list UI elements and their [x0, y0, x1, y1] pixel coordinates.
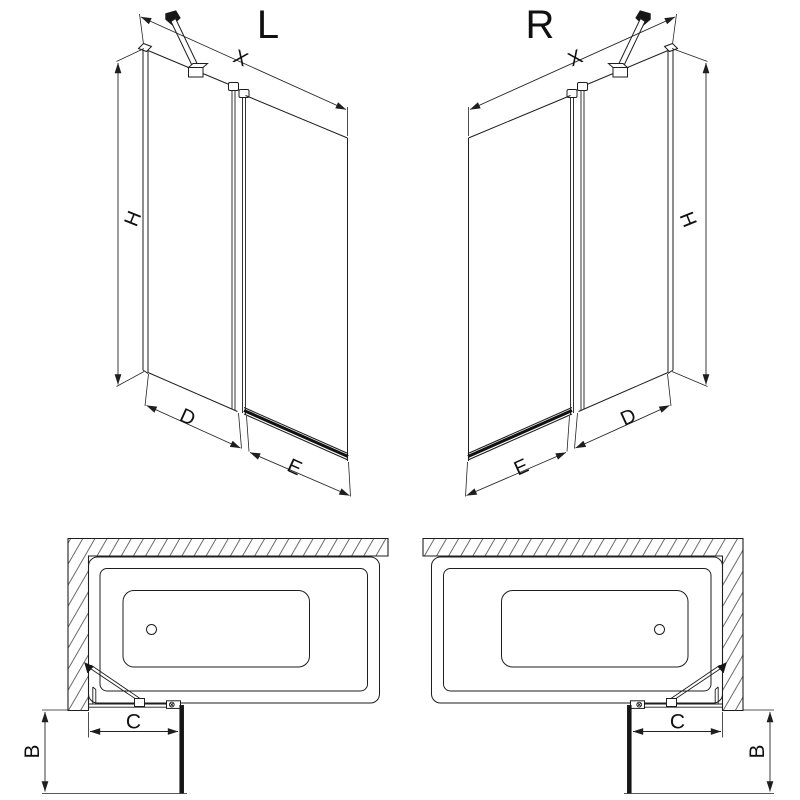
dimension-h-right: [672, 49, 708, 387]
elevation-left-drawing: [117, 3, 351, 497]
dim-label-c-left: C: [125, 710, 142, 734]
dimension-x-left: [140, 14, 348, 136]
dim-label-e-right: E: [510, 454, 533, 481]
dimension-d-right: [575, 374, 672, 449]
wall-profile-right: [665, 44, 678, 374]
wall-section-right: [423, 539, 743, 711]
door-panel-right: [468, 90, 577, 462]
dim-label-d-right: D: [617, 404, 640, 431]
open-door-plan-left: [180, 705, 184, 793]
dim-label-h-right: H: [674, 208, 701, 231]
support-arm-plan-right: [667, 663, 727, 707]
elevation-right-drawing: [466, 3, 708, 497]
wall-profile-left: [139, 44, 152, 374]
door-bottom-rail-left: [244, 408, 348, 461]
wall-bracket-left: [93, 687, 96, 704]
support-arm-plan-left: [85, 663, 145, 707]
dim-label-x-right: X: [564, 45, 587, 72]
open-door-plan-right: [627, 705, 631, 793]
dim-label-e-left: E: [283, 454, 306, 481]
dimension-h-left: [117, 49, 147, 387]
dimension-x-right: [469, 14, 677, 136]
dimension-b-right: [624, 710, 774, 794]
hinge-plan-left: [167, 701, 181, 709]
door-panel-left: [239, 90, 348, 462]
dimension-e-right: [466, 416, 570, 497]
dimension-c-right: [633, 711, 723, 738]
bathtub-left: [89, 557, 380, 703]
variant-title-left: L: [256, 3, 280, 47]
plan-left-drawing: [21, 539, 388, 794]
dimension-c-left: [89, 711, 179, 738]
dim-label-b-right: B: [746, 744, 769, 759]
variant-title-right: R: [525, 3, 555, 47]
dim-label-x-left: X: [229, 45, 252, 72]
hinge-plan-right: [631, 701, 645, 709]
wall-bracket-right: [715, 687, 718, 704]
door-bottom-rail-right: [468, 408, 572, 461]
wall-section-left: [68, 539, 388, 711]
drain-right: [655, 625, 665, 635]
dim-label-b-left: B: [21, 744, 44, 759]
dimension-b-left: [21, 710, 187, 794]
dimension-e-left: [247, 416, 351, 497]
dim-label-c-right: C: [669, 710, 686, 734]
bathtub-right: [432, 557, 723, 703]
dim-label-h-left: H: [120, 207, 147, 230]
drain-left: [147, 625, 157, 635]
fixed-panel-left: [148, 51, 239, 412]
fixed-panel-right: [578, 51, 669, 412]
dim-label-d-left: D: [176, 404, 199, 431]
dimension-d-left: [145, 374, 242, 449]
plan-right-drawing: [423, 539, 774, 794]
